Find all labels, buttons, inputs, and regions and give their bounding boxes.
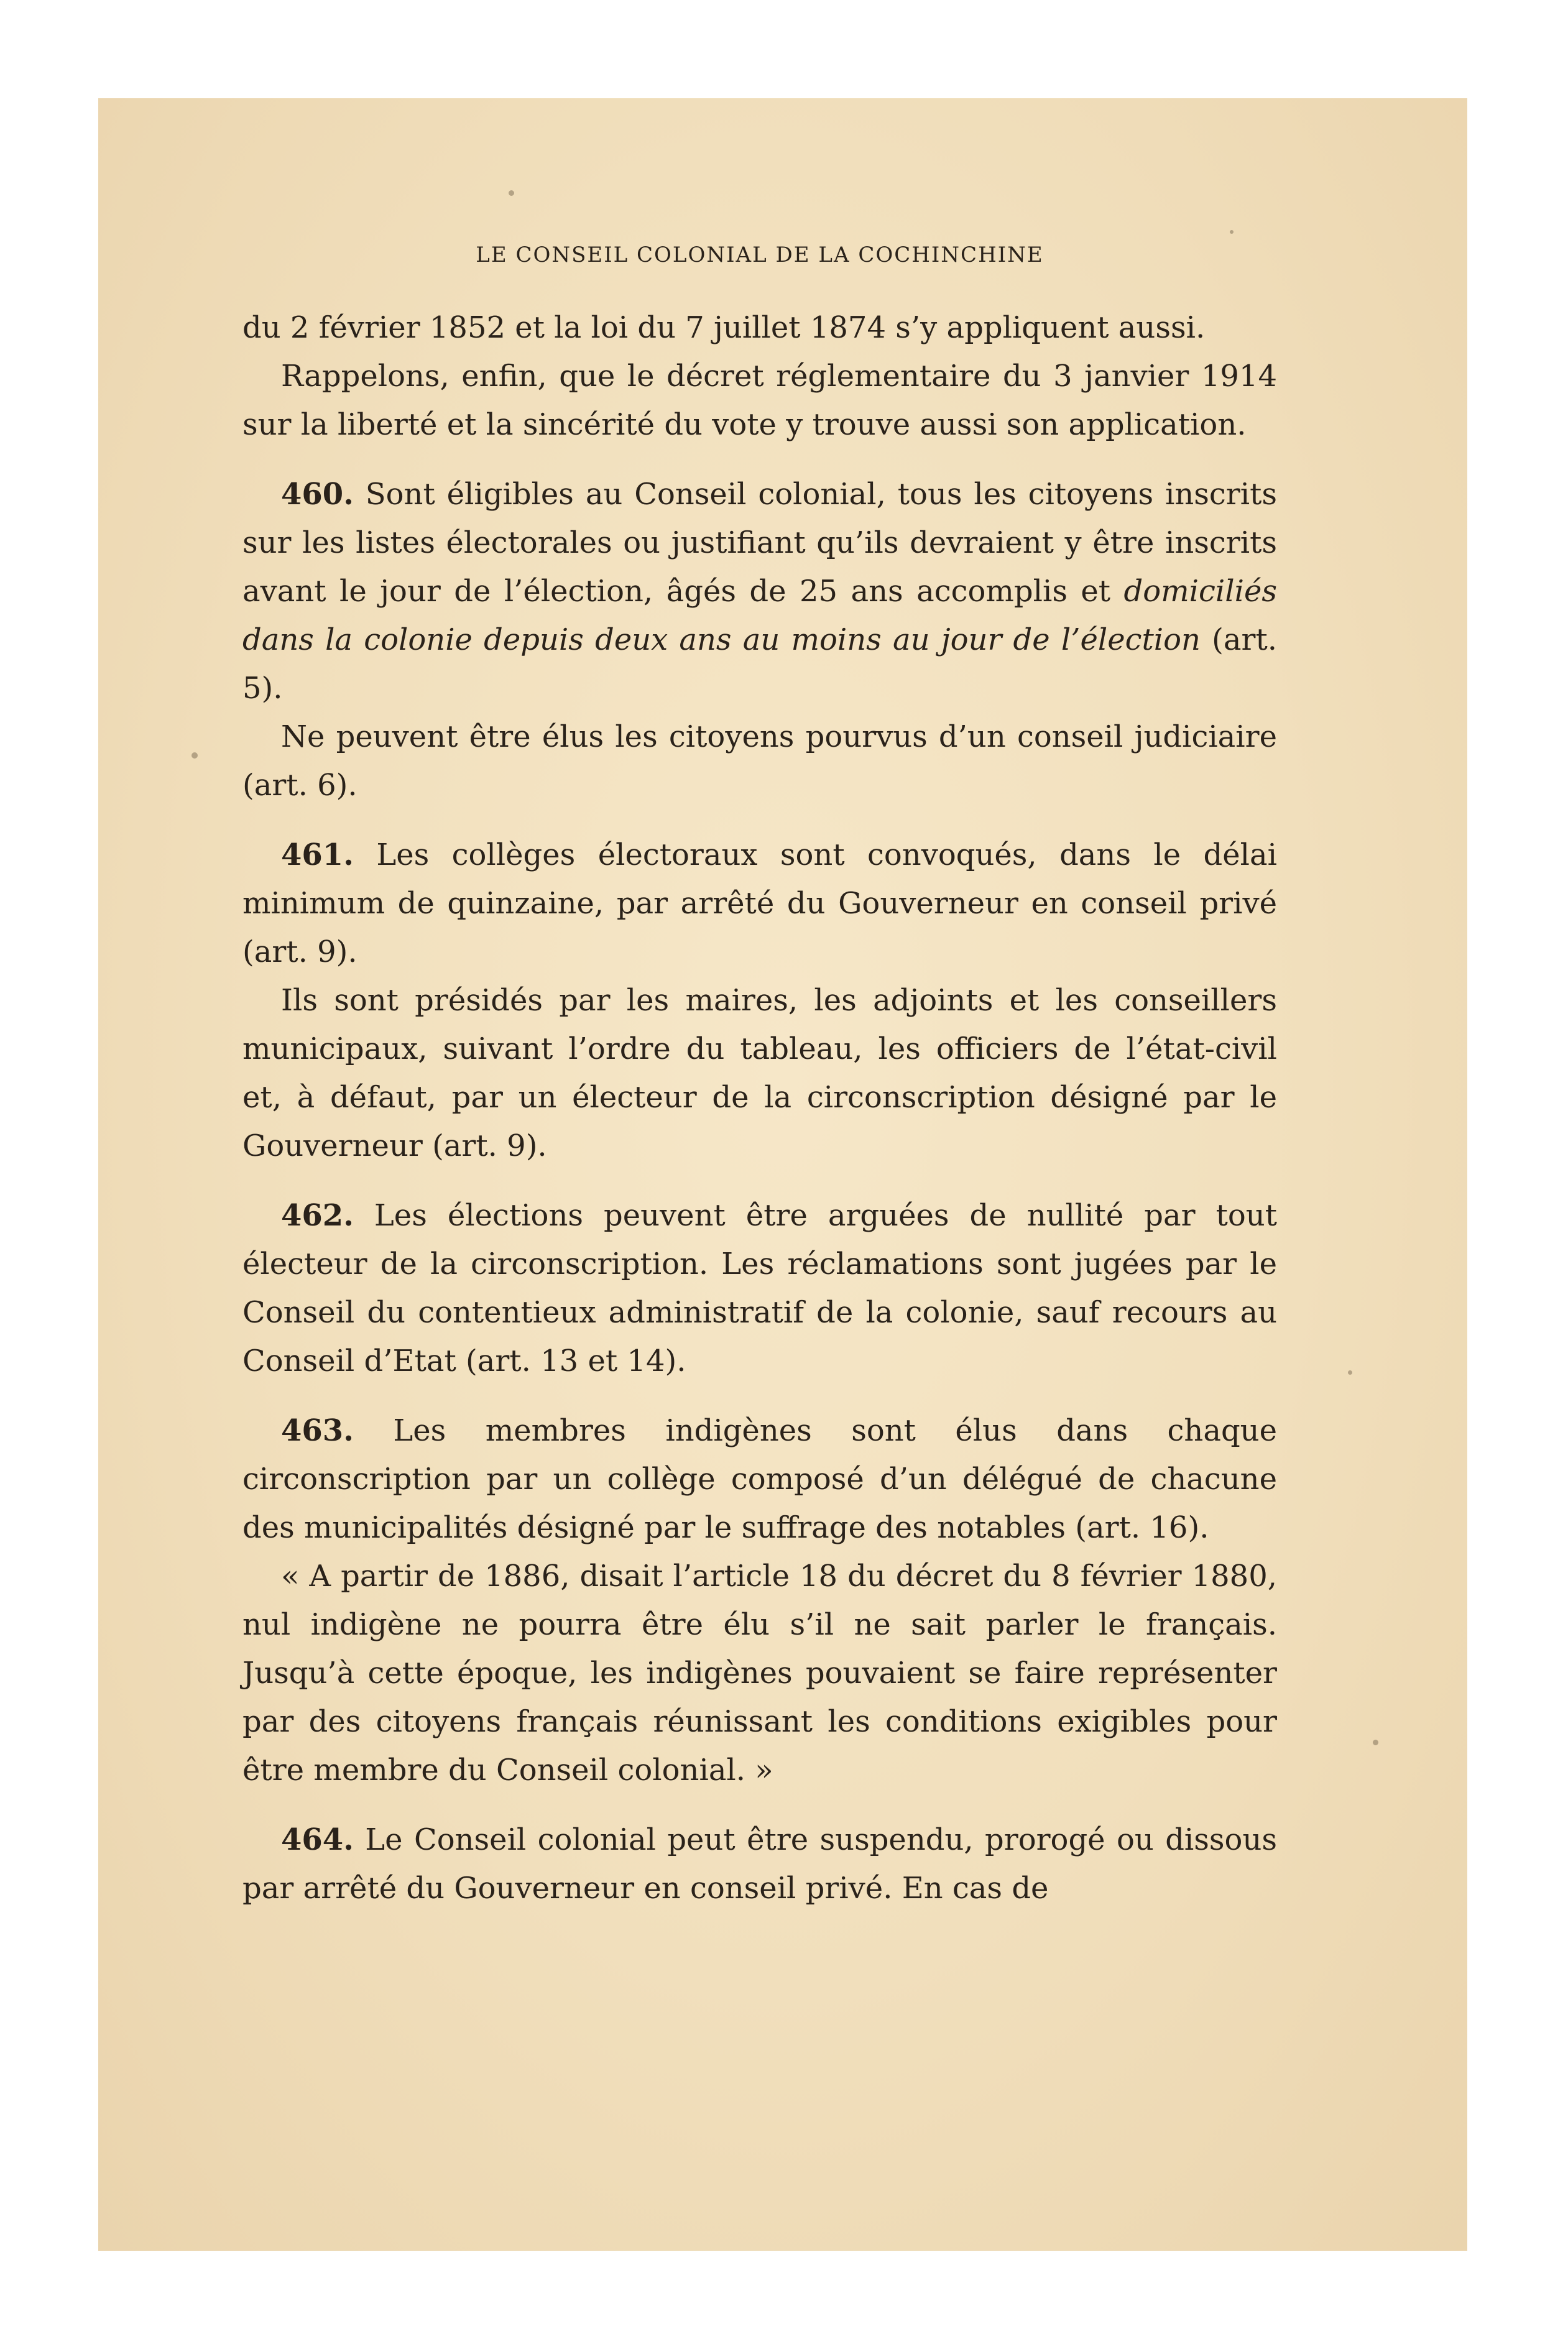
paragraph-presidents: Ils sont présidés par les maires, les adjoints et les conseillers municipaux, suivant l’ordre du tableau, les officiers de l’état-civil et, à défaut, par un électeur de la circonscription désigné par le Gouverneur (art. 9). <box>242 983 1277 1163</box>
paragraph-text: Les élections peuvent être arguées de nullité par tout électeur de la circonscription. Les réclamations sont jugées par le Conseil du contentieux administratif de la colonie, sauf recours au Conseil d’Etat (art. 13 et 14). <box>242 1198 1277 1378</box>
paragraph-quotation: « A partir de 1886, disait l’article 18 du décret du 8 février 1880, nul indigène ne pourra être élu s’il ne sait parler le français. Jusqu’à cette époque, les indigènes pouvaient se faire représenter par des citoyens français réunissant les conditions exigibles pour être membre du Conseil colonial. » <box>242 1559 1277 1788</box>
paragraph-462 <box>242 1191 1277 1385</box>
article-number: 460. <box>281 477 354 512</box>
paragraph-ineligible: Ne peuvent être élus les citoyens pourvus d’un conseil judiciaire (art. 6). <box>242 719 1277 803</box>
paragraph-text: Les collèges électoraux sont convoqués, dans le délai minimum de quinzaine, par arrêté du Gouverneur en conseil privé (art. 9). <box>242 838 1277 969</box>
paragraph-rappelons: Rappelons, enfin, que le décret réglementaire du 3 janvier 1914 sur la liberté et la sincérité du vote y trouve aussi son application. <box>242 359 1277 442</box>
paragraph-text: (art. 5). <box>242 622 1277 706</box>
article-number: 463. <box>281 1413 354 1448</box>
italic-phrase: domiciliés dans la colonie depuis deux ans au moins au jour de l’élection <box>242 574 1277 657</box>
paper-speck <box>1230 230 1234 234</box>
paper-speck <box>509 190 514 196</box>
paper-speck <box>1348 1370 1352 1375</box>
body-text <box>242 303 1277 1913</box>
article-number: 464. <box>281 1822 354 1857</box>
scanned-page <box>98 98 1467 2251</box>
article-number: 461. <box>281 838 354 872</box>
paragraph-continued: du 2 février 1852 et la loi du 7 juillet 1874 s’y appliquent aussi. <box>242 310 1206 345</box>
paragraph-461 <box>242 831 1277 976</box>
article-number: 462. <box>281 1198 354 1233</box>
paragraph-text: Sont éligibles au Conseil colonial, tous les citoyens inscrits sur les listes électorales ou justifiant qu’ils devraient y être inscrits avant le jour de l’élection, âgés de 25 ans accomplis et <box>242 477 1277 609</box>
paragraph-text: Le Conseil colonial peut être suspendu, prorogé ou dissous par arrêté du Gouverneur en conseil privé. En cas de <box>242 1822 1277 1906</box>
paper-speck <box>191 752 198 759</box>
paragraph-463 <box>242 1406 1277 1552</box>
paragraph-460 <box>242 470 1277 713</box>
running-head: LE CONSEIL COLONIAL DE LA COCHINCHINE <box>476 242 1044 267</box>
paragraph-text: Les membres indigènes sont élus dans chaque circonscription par un collège composé d’un délégué de chacune des municipalités désigné par le suffrage des notables (art. 16). <box>242 1413 1277 1545</box>
paper-speck <box>1373 1740 1378 1745</box>
paragraph-464 <box>242 1816 1277 1913</box>
